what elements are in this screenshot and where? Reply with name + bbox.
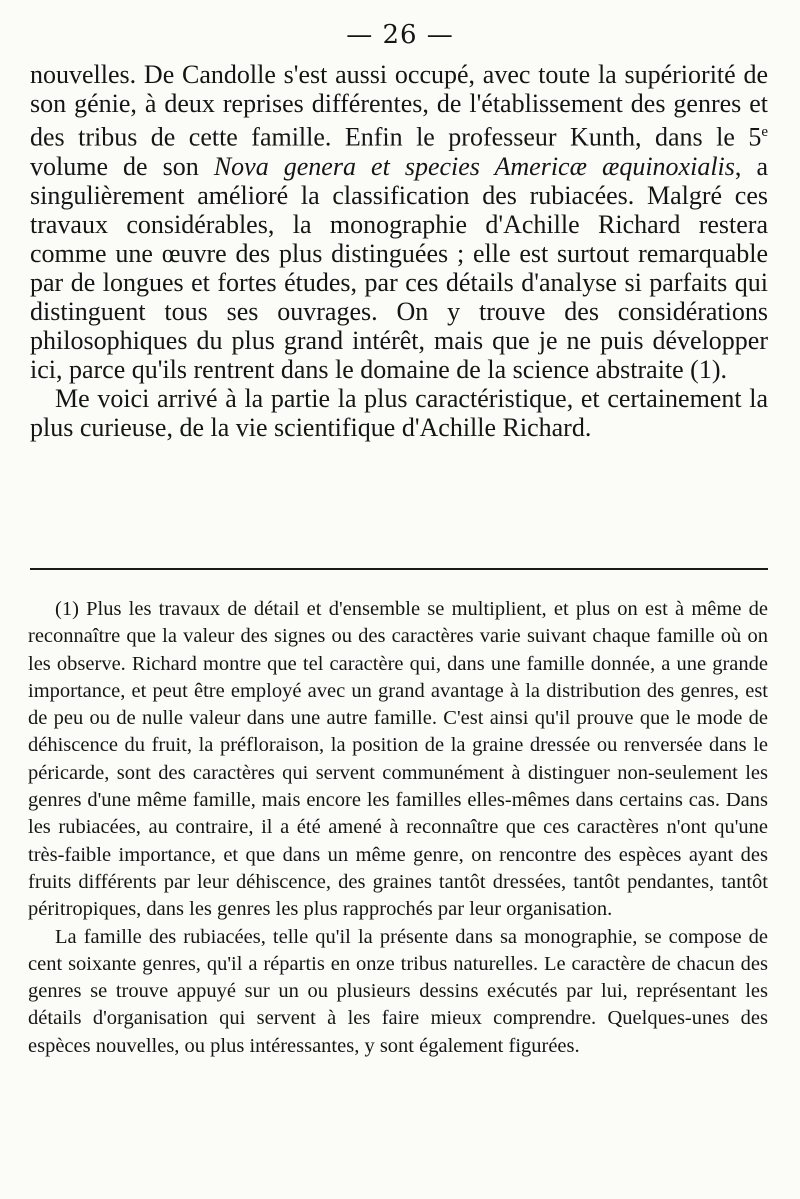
main-paragraph-1-text-a: nouvelles. De Candolle s'est aussi occupé, avec toute la supériorité de son génie, à deux reprises différentes, de l'établissement des genres et des tribus de cette famille. Enfin le professeur Kunth, dans le 5 [30, 60, 768, 152]
page-number: — 26 — [346, 20, 454, 50]
footnote-divider [30, 568, 768, 570]
footnote [28, 596, 768, 1060]
footnote-paragraph-2: La famille des rubiacées, telle qu'il la présente dans sa monographie, se compose de cent soixante genres, qu'il a répartis en onze tribus naturelles. Le caractère de chacun des genres se trouve appuyé sur un ou plusieurs dessins exécutés par lui, représentant les détails d'organisation qui servent à les faire mieux comprendre. Quelques-unes des espèces nouvelles, ou plus intéressantes, y sont également figurées. [28, 925, 768, 1057]
ordinal-superscript: e [761, 124, 768, 140]
main-paragraph-1-text-c: , a singulièrement amélioré la classification des rubiacées. Malgré ces travaux considérables, la monographie d'Achille Richard restera comme une œuvre des plus distinguées ; elle est surtout remarquable par de longues et fortes études, par ces détails d'analyse si parfaits qui distinguent tous ses ouvrages. On y trouve des considérations philosophiques du plus grand intérêt, mais que je ne puis développer ici, parce qu'ils rentrent dans le domaine de la science abstraite (1). [30, 151, 768, 384]
main-paragraph-1 [30, 60, 768, 384]
footnote-paragraph-1: (1) Plus les travaux de détail et d'ensemble se multiplient, et plus on est à même de reconnaître que la valeur des signes ou des caractères varie suivant chaque famille où on les observe. Richard montre que tel caractère qui, dans une famille donnée, a une grande importance, et peut être employé avec un grand avantage à la distribution des genres, est de peu ou de nulle valeur dans une autre famille. C'est ainsi qu'il prouve que le mode de déhiscence du fruit, la préfloraison, la position de la graine dressée ou renversée dans le péricarde, sont des caractères qui servent communément à distinguer non-seulement les genres d'une même famille, mais encore les familles elles-mêmes dans certains cas. Dans les rubiacées, au contraire, il a été amené à reconnaître que ces caractères n'ont qu'une très-faible importance, et que dans un même genre, on rencontre des espèces ayant des fruits différents par leur déhiscence, des graines tantôt dressées, tantôt pendantes, tantôt péritropiques, dans les genres les plus rapprochés par leur organisation. [28, 598, 768, 921]
main-text [30, 60, 768, 442]
book-title-italic: Nova genera et species Americæ æquinoxialis [213, 151, 735, 181]
main-paragraph-2: Me voici arrivé à la partie la plus caractéristique, et certainement la plus curieuse, de la vie scientifique d'Achille Richard. [30, 383, 768, 442]
main-paragraph-1-text-b: volume de son [30, 151, 214, 181]
